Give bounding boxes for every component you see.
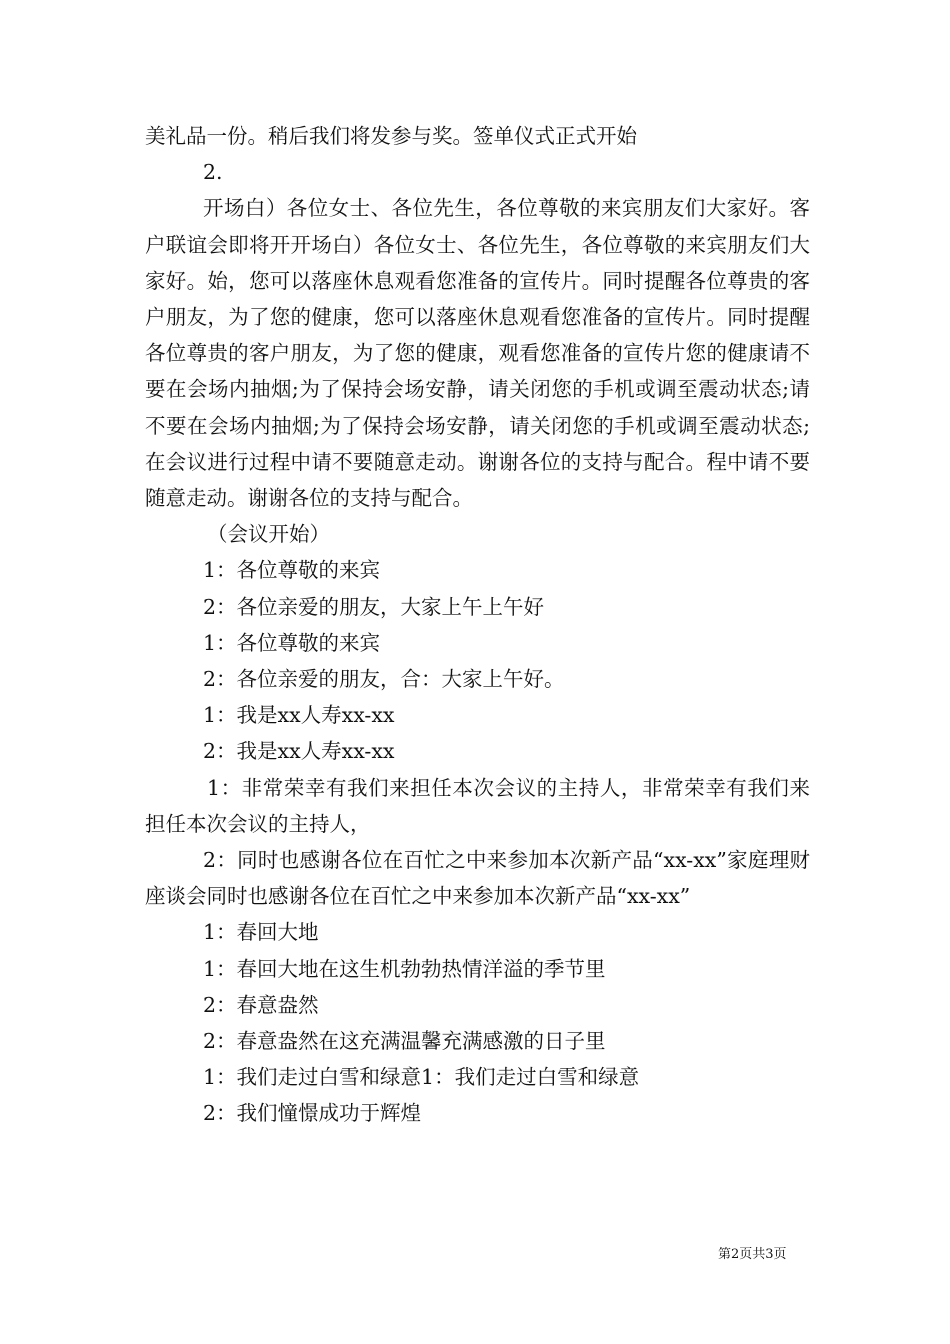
paragraph-18: 2：我们憧憬成功于辉煌 bbox=[203, 1101, 422, 1126]
paragraph-9: 1：我是xx人寿xx-xx bbox=[203, 703, 395, 728]
paragraph-3: 开场白）各位女士、各位先生，各位尊敬的来宾朋友们大家好。客户联谊会即将开开场白）各位女士、各位先生，各位尊敬的来宾朋友们大家好。始，您可以落座休息观看您准备的宣传片。同时提醒各位尊贵的客户朋友，为了您的健康，您可以落座休息观看您准备的宣传片。同时提醒各位尊贵的客户朋友，为了您的健康，观看您准备的宣传片您的健康请不要在会场内抽烟;为了保持会场安静，请关闭您的手机或调至震动状态;请不要在会场内抽烟;为了保持会场安静，请关闭您的手机或调至震动状态;在会议进行过程中请不要随意走动。谢谢各位的支持与配合。程中请不要随意走动。谢谢各位的支持与配合。 bbox=[145, 196, 810, 511]
paragraph-11: 1：非常荣幸有我们来担任本次会议的主持人，非常荣幸有我们来担任本次会议的主持人， bbox=[145, 775, 810, 836]
paragraph-10: 2：我是xx人寿xx-xx bbox=[203, 739, 395, 764]
paragraph-13: 1：春回大地 bbox=[203, 920, 319, 945]
paragraph-1: 美礼品一份。稍后我们将发参与奖。签单仪式正式开始 bbox=[145, 124, 637, 148]
paragraph-17: 1：我们走过白雪和绿意1：我们走过白雪和绿意 bbox=[203, 1065, 640, 1090]
paragraph-12: 2：同时也感谢各位在百忙之中来参加本次新产品“xx-xx”家庭理财座谈会同时也感谢各位在百忙之中来参加本次新产品“xx-xx” bbox=[145, 848, 810, 909]
paragraph-7: 1：各位尊敬的来宾 bbox=[203, 630, 381, 655]
paragraph-14: 1：春回大地在这生机勃勃热情洋溢的季节里 bbox=[203, 956, 606, 981]
paragraph-5: 1：各位尊敬的来宾 bbox=[203, 558, 381, 583]
page-number-footer: 第2页共3页 bbox=[718, 1247, 787, 1262]
paragraph-8: 2：各位亲爱的朋友，合：大家上午好。 bbox=[203, 667, 565, 692]
paragraph-4: （会议开始） bbox=[207, 522, 330, 547]
paragraph-2: 2. bbox=[203, 160, 223, 185]
paragraph-16: 2：春意盎然在这充满温馨充满感激的日子里 bbox=[203, 1029, 606, 1054]
paragraph-15: 2：春意盎然 bbox=[203, 992, 319, 1017]
paragraph-6: 2：各位亲爱的朋友，大家上午上午好 bbox=[203, 594, 545, 619]
document-body bbox=[145, 118, 810, 1132]
